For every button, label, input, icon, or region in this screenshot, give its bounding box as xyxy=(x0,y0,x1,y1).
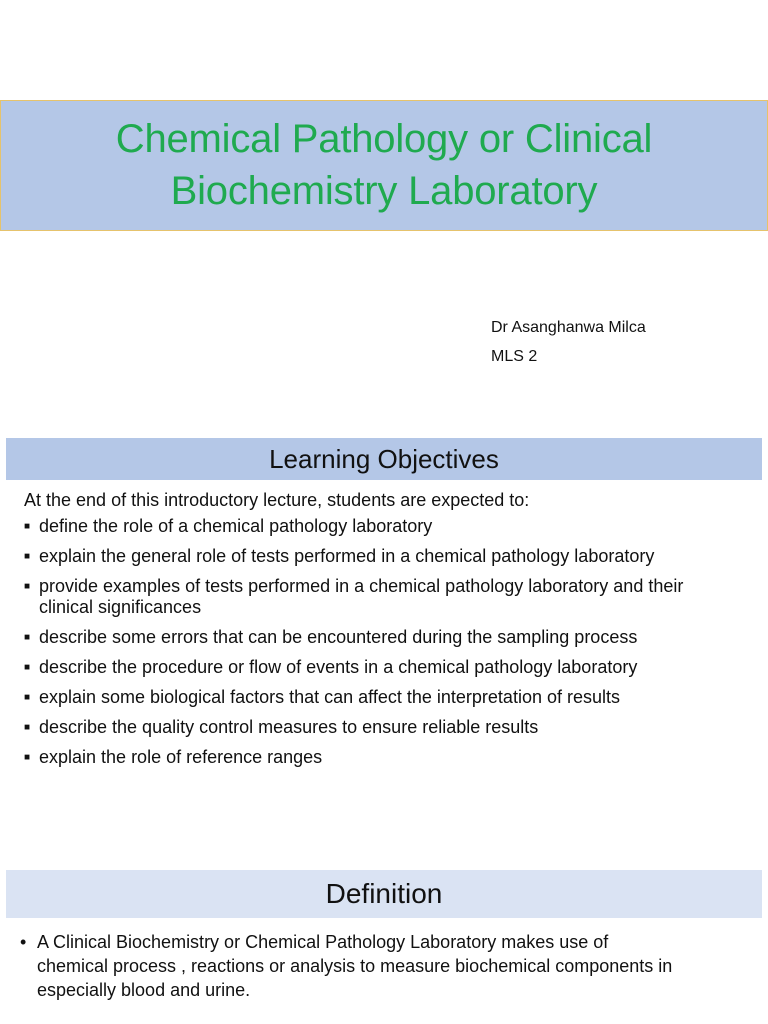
definition-item xyxy=(20,930,680,1002)
list-item xyxy=(24,516,724,537)
list-item xyxy=(24,687,724,708)
objective-text: provide examples of tests performed in a chemical pathology laboratory and their clinical significances xyxy=(39,576,684,617)
definition-heading: Definition xyxy=(6,870,762,918)
author-name: Dr Asanghanwa Milca xyxy=(491,319,646,336)
square-bullet-icon: ■ xyxy=(24,551,31,562)
course-code: MLS 2 xyxy=(491,348,538,365)
author-block xyxy=(491,313,646,371)
objective-text: explain the role of reference ranges xyxy=(39,747,323,767)
list-item xyxy=(24,657,724,678)
title-line-1: Chemical Pathology or Clinical xyxy=(115,117,653,162)
title-slide xyxy=(0,0,768,400)
objective-text: describe the quality control measures to ensure reliable results xyxy=(39,717,539,737)
objective-text: describe some errors that can be encountered during the sampling process xyxy=(39,627,638,647)
objective-text: define the role of a chemical pathology laboratory xyxy=(39,516,433,536)
list-item xyxy=(24,546,724,567)
objectives-heading: Learning Objectives xyxy=(6,438,762,480)
round-bullet-icon: • xyxy=(20,932,27,952)
square-bullet-icon: ■ xyxy=(24,692,31,703)
slide-title xyxy=(116,114,652,216)
definition-slide xyxy=(0,868,768,1024)
title-banner xyxy=(0,100,768,231)
objectives-list xyxy=(24,516,724,777)
objectives-intro: At the end of this introductory lecture, students are expected to: xyxy=(24,490,530,510)
list-item xyxy=(24,717,724,738)
objective-text: describe the procedure or flow of events in a chemical pathology laboratory xyxy=(39,657,638,677)
definition-text: A Clinical Biochemistry or Chemical Pathology Laboratory makes use of chemical process , reactions or analysis to measure biochemical components in especially blood and urine. xyxy=(37,932,673,1000)
square-bullet-icon: ■ xyxy=(24,521,31,532)
square-bullet-icon: ■ xyxy=(24,752,31,763)
square-bullet-icon: ■ xyxy=(24,722,31,733)
list-item xyxy=(24,576,724,618)
square-bullet-icon: ■ xyxy=(24,581,31,592)
objective-text: explain some biological factors that can affect the interpretation of results xyxy=(39,687,620,707)
square-bullet-icon: ■ xyxy=(24,662,31,673)
square-bullet-icon: ■ xyxy=(24,632,31,643)
objectives-slide xyxy=(0,404,768,864)
list-item xyxy=(24,747,724,768)
title-line-2: Biochemistry Laboratory xyxy=(170,168,598,213)
list-item xyxy=(24,627,724,648)
objective-text: explain the general role of tests performed in a chemical pathology laboratory xyxy=(39,546,655,566)
